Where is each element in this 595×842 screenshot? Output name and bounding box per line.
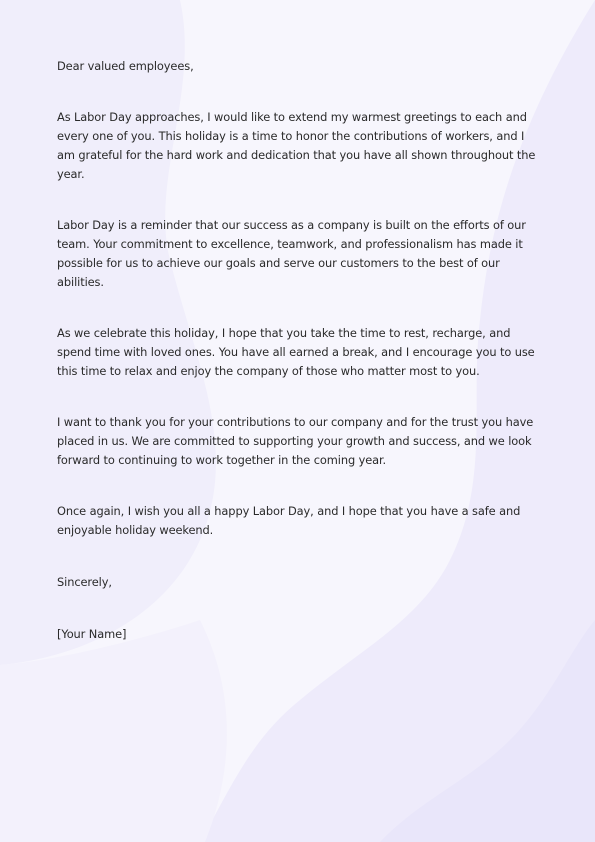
letter-signature: [Your Name]	[57, 627, 127, 641]
letter-paragraph: I want to thank you for your contributions to our company and for the trust you have placed in us. We are committed to supporting your growth and success, and we look forward to continuing to work together in the coming year.	[57, 415, 534, 467]
letter-paragraph: As we celebrate this holiday, I hope that you take the time to rest, recharge, and spend time with loved ones. You have all earned a break, and I encourage you to use this time to relax and enjoy the company of those who matter most to you.	[57, 326, 535, 378]
letter-closing: Sincerely,	[57, 575, 112, 589]
letter-salutation: Dear valued employees,	[57, 59, 194, 73]
letter-paragraph: As Labor Day approaches, I would like to extend my warmest greetings to each and every one of you. This holiday is a time to honor the contributions of workers, and I am grateful for the hard work and dedication that you have all shown throughout the year.	[57, 110, 536, 181]
letter-body	[57, 57, 539, 644]
letter-paragraph: Labor Day is a reminder that our success as a company is built on the efforts of our team. Your commitment to excellence, teamwork, and professionalism has made it possible for us to achieve our goals and serve our customers to the best of our abilities.	[57, 218, 526, 289]
letter-paragraph: Once again, I wish you all a happy Labor Day, and I hope that you have a safe and enjoyable holiday weekend.	[57, 504, 521, 537]
